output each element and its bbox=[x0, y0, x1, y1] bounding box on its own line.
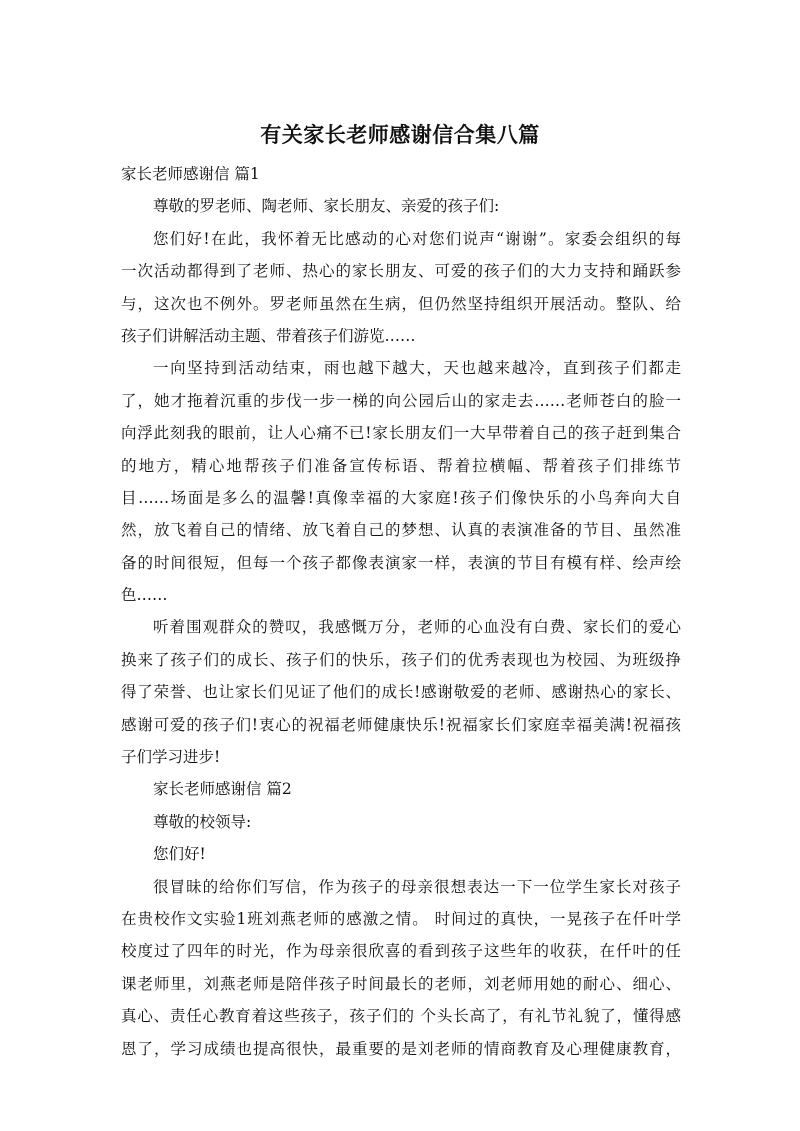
text-line: 孩子们讲解活动主题、带着孩子们游览…… bbox=[121, 326, 416, 345]
text-line: 与，这次也不例外。罗老师虽然在生病，但仍然坚持组织开展活动。整队、给 bbox=[121, 294, 681, 313]
text-line: 向浮此刻我的眼前，让人心痛不已!家长朋友们一大早带着自己的孩子赶到集合 bbox=[121, 424, 681, 443]
section-heading-1: 家长老师感谢信 篇1 bbox=[121, 165, 260, 183]
document-body bbox=[121, 158, 681, 1065]
text-line: 了，她才拖着沉重的步伐一步一梯的向公园后山的家走去……老师苍白的脸一 bbox=[121, 391, 681, 410]
text-line: 一向坚持到活动结束，雨也越下越大，天也越来越冷，直到孩子们都走 bbox=[153, 359, 681, 378]
section-heading-2: 家长老师感谢信 篇2 bbox=[153, 780, 292, 799]
text-line: 真心、责任心教育着这些孩子，孩子们的 个头长高了，有礼节礼貌了，懂得感 bbox=[121, 1007, 681, 1026]
text-line: 备的时间很短，但每一个孩子都像表演家一样，表演的节目有模有样、绘声绘 bbox=[121, 553, 681, 572]
text-line: 然，放飞着自己的情绪、放飞着自己的梦想、认真的表演准备的节目、虽然准 bbox=[121, 521, 681, 540]
text-line: 色…… bbox=[121, 586, 168, 605]
text-line: 的地方，精心地帮孩子们准备宣传标语、帮着拉横幅、帮着孩子们排练节 bbox=[121, 456, 681, 475]
text-line: 在贵校作文实验1班刘燕老师的感激之情。 时间过的真快，一晃孩子在仟叶学 bbox=[121, 909, 681, 928]
text-line: 感谢可爱的孩子们!衷心的祝福老师健康快乐!祝福家长们家庭幸福美满!祝福孩 bbox=[121, 715, 681, 734]
text-line: 您们好!在此，我怀着无比感动的心对您们说声“谢谢”。家委会组织的每 bbox=[153, 229, 681, 248]
text-line: 子们学习进步! bbox=[121, 748, 221, 767]
text-line: 目……场面是多么的温馨!真像幸福的大家庭!孩子们像快乐的小鸟奔向大自 bbox=[121, 488, 681, 507]
greeting: 您们好! bbox=[153, 845, 206, 864]
text-line: 一次活动都得到了老师、热心的家长朋友、可爱的孩子们的大力支持和踊跃参 bbox=[121, 262, 681, 281]
document-title: 有关家长老师感谢信合集八篇 bbox=[260, 123, 540, 147]
salutation-1: 尊敬的罗老师、陶老师、家长朋友、亲爱的孩子们: bbox=[153, 197, 500, 216]
text-line: 换来了孩子们的成长、孩子们的快乐，孩子们的优秀表现也为校园、为班级挣 bbox=[121, 650, 681, 669]
text-line: 听着围观群众的赞叹，我感慨万分，老师的心血没有白费、家长们的爱心 bbox=[153, 618, 681, 637]
salutation-2: 尊敬的校领导: bbox=[153, 812, 252, 831]
text-line: 很冒昧的给你们写信，作为孩子的母亲很想表达一下一位学生家长对孩子 bbox=[153, 877, 681, 896]
text-line: 校度过了四年的时光，作为母亲很欣喜的看到孩子这些年的收获，在仟叶的任 bbox=[121, 942, 681, 961]
text-line: 课老师里，刘燕老师是陪伴孩子时间最长的老师，刘老师用她的耐心、细心、 bbox=[121, 974, 681, 993]
text-line: 恩了，学习成绩也提高很快，最重要的是刘老师的情商教育及心理健康教育， bbox=[121, 1039, 681, 1058]
text-line: 得了荣誉、也让家长们见证了他们的成长!感谢敬爱的老师、感谢热心的家长、 bbox=[121, 683, 681, 702]
